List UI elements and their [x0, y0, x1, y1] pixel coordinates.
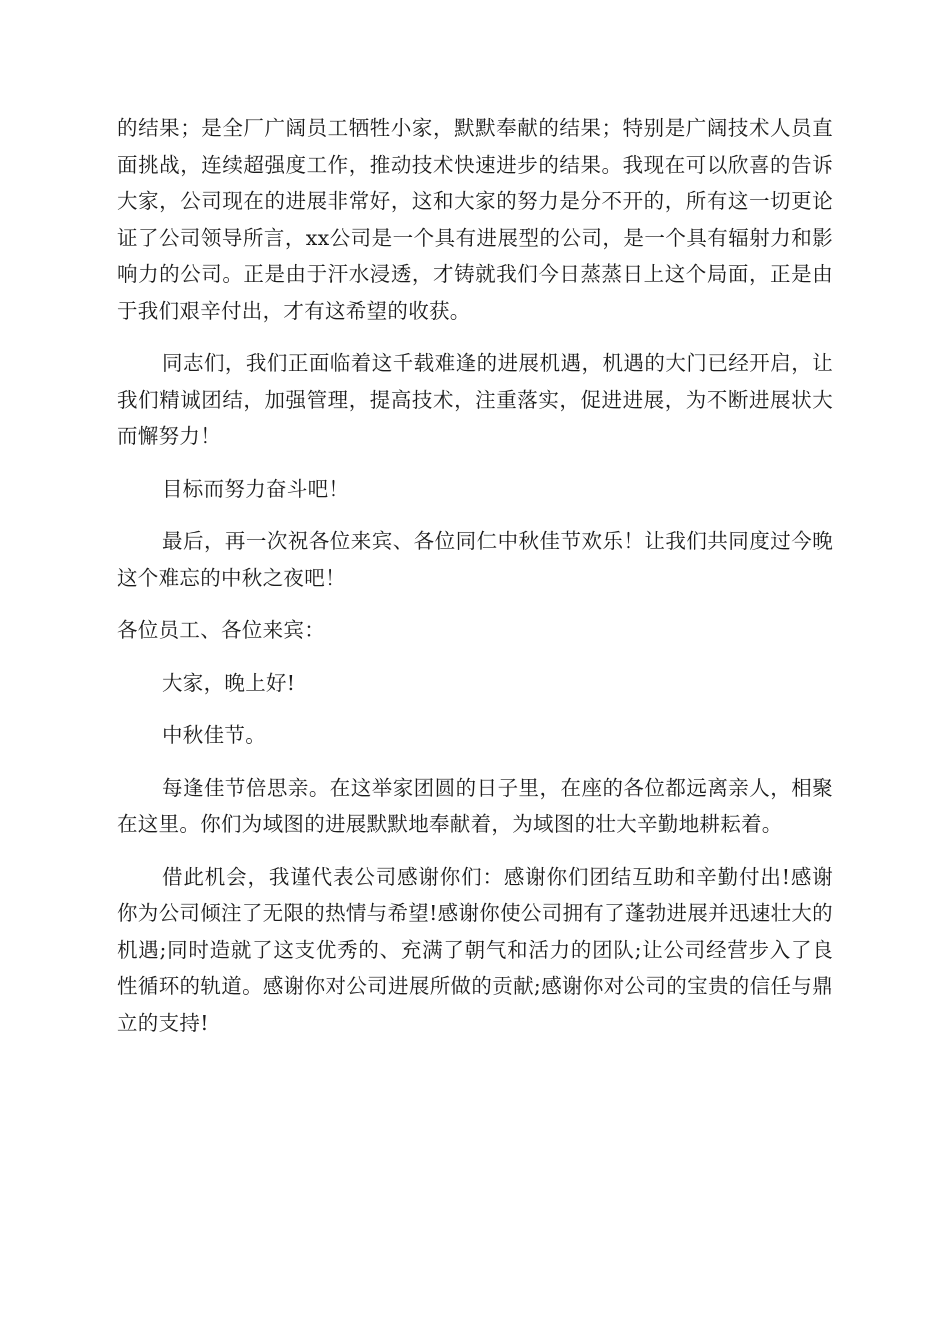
paragraph-closing-wish: 最后，再一次祝各位来宾、各位同仁中秋佳节欢乐！让我们共同度过今晚这个难忘的中秋之夜吧！	[117, 529, 833, 590]
paragraph-missing-family: 每逢佳节倍思亲。在这举家团圆的日子里，在座的各位都远离亲人，相聚在这里。你们为域图的进展默默地奉献着，为域图的壮大辛勤地耕耘着。	[117, 775, 833, 836]
paragraph-festival: 中秋佳节。	[162, 723, 266, 747]
paragraph-thanks: 借此机会，我谨代表公司感谢你们：感谢你们团结互助和辛勤付出!感谢你为公司倾注了无限的热情与希望!感谢你使公司拥有了蓬勃进展并迅速壮大的机遇;同时造就了这支优秀的、充满了朝气和活力的团队;让公司经营步入了良性循环的轨道。感谢你对公司进展所做的贡献;感谢你对公司的宝贵的信任与鼎立的支持!	[117, 864, 833, 1035]
paragraph-goal: 目标而努力奋斗吧！	[162, 476, 350, 501]
document-body	[117, 110, 833, 1057]
paragraph-results: 的结果；是全厂广阔员工牺牲小家，默默奉献的结果；特别是广阔技术人员直面挑战，连续超强度工作，推动技术快速进步的结果。我现在可以欣喜的告诉大家，公司现在的进展非常好，这和大家的努力是分不开的，所有这一切更论证了公司领导所言，xx公司是一个具有进展型的公司，是一个具有辐射力和影响力的公司。正是由于汗水浸透，才铸就我们今日蒸蒸日上这个局面，正是由于我们艰辛付出，才有这希望的收获。	[117, 116, 833, 323]
paragraph-salutation: 各位员工、各位来宾：	[117, 618, 325, 642]
paragraph-greeting: 大家，晚上好!	[162, 670, 296, 695]
paragraph-comrades: 同志们，我们正面临着这千载难逢的进展机遇，机遇的大门已经开启，让我们精诚团结，加强管理，提高技术，注重落实，促进进展，为不断进展状大而懈努力！	[117, 351, 833, 448]
